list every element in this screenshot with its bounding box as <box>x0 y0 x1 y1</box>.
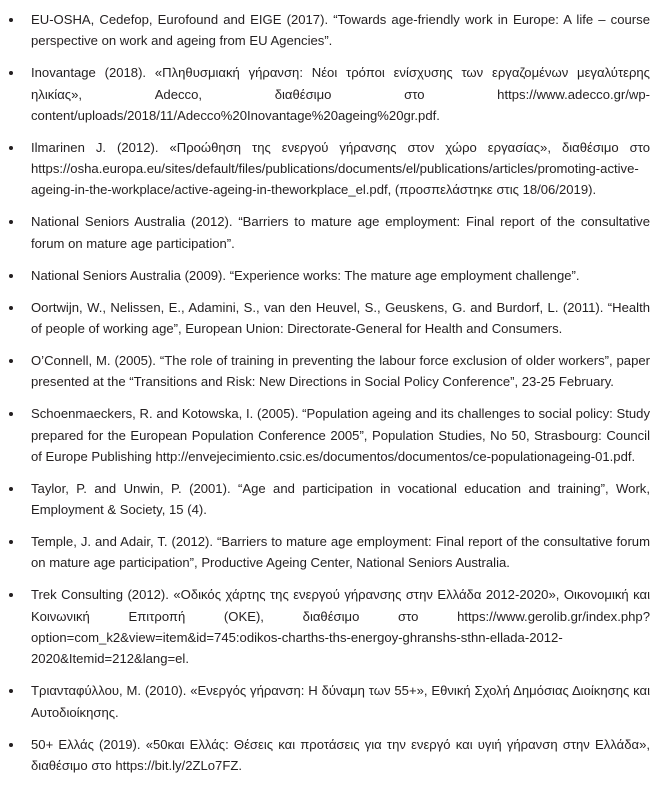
reference-item <box>31 62 650 126</box>
bullet-icon <box>9 540 13 544</box>
reference-text: Τριανταφύλλου, Μ. (2010). «Ενεργός γήρανση: Η δύναμη των 55+», Εθνική Σχολή Δημόσιας Διοίκησης και Αυτοδιοίκησης. <box>31 683 650 720</box>
bullet-icon <box>9 359 13 363</box>
bullet-icon <box>9 306 13 310</box>
bullet-icon <box>9 743 13 747</box>
reference-item <box>31 403 650 467</box>
reference-item <box>31 211 650 254</box>
reference-item <box>31 680 650 723</box>
reference-text: 50+ Ελλάς (2019). «50και Ελλάς: Θέσεις και προτάσεις για την ενεργό και υγιή γήρανση στην Ελλάδα», διαθέσιμο στο https://bit.ly/2ZLo7FZ. <box>31 736 650 773</box>
reference-text: Ilmarinen J. (2012). «Προώθηση της ενεργού γήρανσης στον χώρο εργασίας», διαθέσιμο στο https://osha.europa.eu/sites/default/files/publications/documents/el/publications/articles/promoting-active-ageing-in-the-workplace/active-ageing-in-theworkplace_el.pdf, (προσπελάστηκε στις 18/06/2019). <box>31 139 650 198</box>
reference-text: National Seniors Australia (2012). “Barriers to mature age employment: Final report of the consultative forum on mature age participation”. <box>31 214 650 251</box>
bullet-icon <box>9 487 13 491</box>
bullet-icon <box>9 71 13 75</box>
reference-item <box>31 9 650 52</box>
reference-item <box>31 297 650 340</box>
reference-text: Taylor, P. and Unwin, P. (2001). “Age and participation in vocational education and training”, Work, Employment & Society, 15 (4). <box>31 480 650 518</box>
bullet-icon <box>9 412 13 416</box>
reference-item <box>31 531 650 574</box>
reference-text: Oortwijn, W., Nelissen, E., Adamini, S., van den Heuvel, S., Geuskens, G. and Burdorf, L. (2011). “Health of people of working age”, European Union: Directorate-General for Health and Consumers. <box>31 299 650 336</box>
reference-item <box>31 137 650 201</box>
reference-text: O’Connell, M. (2005). “The role of training in preventing the labour force exclusion of older workers”, paper presented at the “Transitions and Risk: New Directions in Social Policy Conference”, 23-25 February. <box>31 352 650 390</box>
bullet-icon <box>9 220 13 224</box>
reference-text: EU-OSHA, Cedefop, Eurofound and EIGE (2017). “Towards age-friendly work in Europe: A life – course perspective on work and ageing from EU Agencies”. <box>31 12 650 49</box>
bullet-icon <box>9 274 13 278</box>
reference-item <box>31 734 650 777</box>
reference-item <box>31 350 650 393</box>
reference-text: National Seniors Australia (2009). “Experience works: The mature age employment challenge”. <box>31 267 580 283</box>
reference-item <box>31 265 650 286</box>
reference-text: Schoenmaeckers, R. and Kotowska, I. (2005). “Population ageing and its challenges to social policy: Study prepared for the European Population Conference 2005”, Population Studies, No 50, Strasbourg: Council of Europe Publishing http://envejecimiento.csic.es/documentos/documentos/ce-populationageing-01.pdf. <box>31 406 650 464</box>
reference-item <box>31 584 650 669</box>
bullet-icon <box>9 18 13 22</box>
bullet-icon <box>9 593 13 597</box>
bullet-icon <box>9 146 13 150</box>
bullet-icon <box>9 689 13 693</box>
reference-text: Inovantage (2018). «Πληθυσμιακή γήρανση: Νέοι τρόποι ενίσχυσης των εργαζομένων μεγαλύτερης ηλικίας», Adecco, διαθέσιμο στο https://www.adecco.gr/wp-content/uploads/2018/11/Adecco%20Inovantage%20ageing%20gr.pdf. <box>31 65 650 123</box>
reference-text: Trek Consulting (2012). «Οδικός χάρτης της ενεργού γήρανσης στην Ελλάδα 2012-2020», Οικονομική και Κοινωνική Επιτροπή (ΟΚΕ), διαθέσιμο στο https://www.gerolib.gr/index.php?option=com_k2&view=item&id=745:odikos-charths-ths-energoy-ghranshs-sthn-ellada-2012-2020&Itemid=212&lang=el. <box>31 587 650 667</box>
reference-text: Temple, J. and Adair, T. (2012). “Barriers to mature age employment: Final report of the consultative forum on mature age participation”, Productive Ageing Center, National Seniors Australia. <box>31 534 650 571</box>
reference-item <box>31 478 650 521</box>
